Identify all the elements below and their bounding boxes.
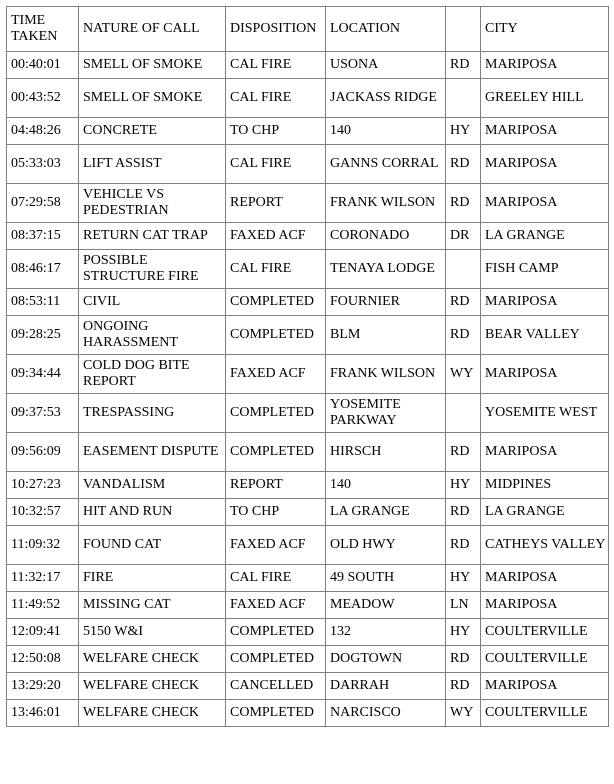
cell-disposition: COMPLETED — [226, 316, 326, 355]
cell-nature-of-call: LIFT ASSIST — [79, 145, 226, 184]
call-log-table — [6, 6, 609, 727]
table-body — [7, 52, 609, 727]
cell-disposition: COMPLETED — [226, 700, 326, 727]
cell-nature-of-call: FIRE — [79, 565, 226, 592]
cell-disposition: TO CHP — [226, 118, 326, 145]
cell-nature-of-call: HIT AND RUN — [79, 499, 226, 526]
cell-nature-of-call: EASEMENT DISPUTE — [79, 433, 226, 472]
cell-nature-of-call: VEHICLE VS PEDESTRIAN — [79, 184, 226, 223]
table-row — [7, 499, 609, 526]
cell-location: TENAYA LODGE — [326, 250, 446, 289]
cell-city: CATHEYS VALLEY — [481, 526, 609, 565]
table-row — [7, 52, 609, 79]
cell-time-taken: 11:09:32 — [7, 526, 79, 565]
cell-disposition: CAL FIRE — [226, 565, 326, 592]
cell-location: USONA — [326, 52, 446, 79]
cell-suffix — [446, 394, 481, 433]
cell-city: MARIPOSA — [481, 592, 609, 619]
table-row — [7, 619, 609, 646]
cell-suffix: RD — [446, 289, 481, 316]
cell-suffix: HY — [446, 619, 481, 646]
cell-location: FRANK WILSON — [326, 184, 446, 223]
cell-suffix: HY — [446, 472, 481, 499]
cell-suffix: WY — [446, 355, 481, 394]
cell-disposition: FAXED ACF — [226, 526, 326, 565]
cell-time-taken: 09:37:53 — [7, 394, 79, 433]
cell-nature-of-call: TRESPASSING — [79, 394, 226, 433]
cell-nature-of-call: COLD DOG BITE REPORT — [79, 355, 226, 394]
cell-city: MIDPINES — [481, 472, 609, 499]
cell-city: COULTERVILLE — [481, 700, 609, 727]
cell-city: GREELEY HILL — [481, 79, 609, 118]
cell-suffix: RD — [446, 499, 481, 526]
cell-city: COULTERVILLE — [481, 646, 609, 673]
cell-suffix — [446, 79, 481, 118]
cell-disposition: COMPLETED — [226, 619, 326, 646]
cell-disposition: REPORT — [226, 472, 326, 499]
cell-time-taken: 10:27:23 — [7, 472, 79, 499]
cell-location: FRANK WILSON — [326, 355, 446, 394]
cell-location: DARRAH — [326, 673, 446, 700]
cell-suffix: RD — [446, 673, 481, 700]
cell-time-taken: 13:29:20 — [7, 673, 79, 700]
cell-nature-of-call: 5150 W&I — [79, 619, 226, 646]
cell-nature-of-call: RETURN CAT TRAP — [79, 223, 226, 250]
cell-disposition: CAL FIRE — [226, 79, 326, 118]
table-row — [7, 355, 609, 394]
table-row — [7, 472, 609, 499]
cell-time-taken: 00:40:01 — [7, 52, 79, 79]
cell-disposition: COMPLETED — [226, 646, 326, 673]
cell-nature-of-call: FOUND CAT — [79, 526, 226, 565]
cell-nature-of-call: WELFARE CHECK — [79, 700, 226, 727]
cell-nature-of-call: WELFARE CHECK — [79, 646, 226, 673]
table-row — [7, 250, 609, 289]
table-row — [7, 592, 609, 619]
cell-city: YOSEMITE WEST — [481, 394, 609, 433]
cell-disposition: CAL FIRE — [226, 52, 326, 79]
cell-city: MARIPOSA — [481, 145, 609, 184]
cell-time-taken: 07:29:58 — [7, 184, 79, 223]
cell-nature-of-call: VANDALISM — [79, 472, 226, 499]
cell-city: MARIPOSA — [481, 355, 609, 394]
cell-suffix: HY — [446, 565, 481, 592]
table-row — [7, 118, 609, 145]
cell-location: 140 — [326, 472, 446, 499]
cell-location: FOURNIER — [326, 289, 446, 316]
cell-nature-of-call: SMELL OF SMOKE — [79, 79, 226, 118]
cell-city: COULTERVILLE — [481, 619, 609, 646]
cell-time-taken: 09:56:09 — [7, 433, 79, 472]
table-row — [7, 79, 609, 118]
cell-disposition: FAXED ACF — [226, 355, 326, 394]
cell-suffix: LN — [446, 592, 481, 619]
table-row — [7, 184, 609, 223]
cell-time-taken: 05:33:03 — [7, 145, 79, 184]
cell-city: FISH CAMP — [481, 250, 609, 289]
cell-city: MARIPOSA — [481, 289, 609, 316]
cell-location: CORONADO — [326, 223, 446, 250]
table-row — [7, 433, 609, 472]
cell-location: HIRSCH — [326, 433, 446, 472]
cell-time-taken: 00:43:52 — [7, 79, 79, 118]
cell-disposition: REPORT — [226, 184, 326, 223]
table-row — [7, 646, 609, 673]
table-row — [7, 145, 609, 184]
cell-location: 49 SOUTH — [326, 565, 446, 592]
cell-suffix — [446, 250, 481, 289]
cell-disposition: COMPLETED — [226, 289, 326, 316]
cell-suffix: WY — [446, 700, 481, 727]
cell-nature-of-call: POSSIBLE STRUCTURE FIRE — [79, 250, 226, 289]
cell-time-taken: 08:37:15 — [7, 223, 79, 250]
cell-time-taken: 12:09:41 — [7, 619, 79, 646]
cell-suffix: RD — [446, 145, 481, 184]
cell-disposition: COMPLETED — [226, 433, 326, 472]
cell-disposition: FAXED ACF — [226, 592, 326, 619]
cell-nature-of-call: SMELL OF SMOKE — [79, 52, 226, 79]
table-row — [7, 316, 609, 355]
cell-time-taken: 10:32:57 — [7, 499, 79, 526]
cell-location: BLM — [326, 316, 446, 355]
header-location: LOCATION — [326, 7, 446, 52]
table-header — [7, 7, 609, 52]
cell-city: MARIPOSA — [481, 433, 609, 472]
cell-location: GANNS CORRAL — [326, 145, 446, 184]
cell-time-taken: 09:28:25 — [7, 316, 79, 355]
cell-disposition: CAL FIRE — [226, 250, 326, 289]
header-city: CITY — [481, 7, 609, 52]
cell-suffix: HY — [446, 118, 481, 145]
cell-time-taken: 11:32:17 — [7, 565, 79, 592]
cell-disposition: CAL FIRE — [226, 145, 326, 184]
cell-location: NARCISCO — [326, 700, 446, 727]
cell-suffix: RD — [446, 52, 481, 79]
cell-nature-of-call: ONGOING HARASSMENT — [79, 316, 226, 355]
cell-nature-of-call: WELFARE CHECK — [79, 673, 226, 700]
table-row — [7, 289, 609, 316]
cell-location: MEADOW — [326, 592, 446, 619]
cell-disposition: CANCELLED — [226, 673, 326, 700]
table-row — [7, 526, 609, 565]
cell-nature-of-call: CONCRETE — [79, 118, 226, 145]
cell-suffix: RD — [446, 316, 481, 355]
cell-disposition: FAXED ACF — [226, 223, 326, 250]
cell-location: YOSEMITE PARKWAY — [326, 394, 446, 433]
cell-time-taken: 13:46:01 — [7, 700, 79, 727]
cell-nature-of-call: CIVIL — [79, 289, 226, 316]
cell-suffix: RD — [446, 184, 481, 223]
cell-suffix: RD — [446, 433, 481, 472]
cell-location: DOGTOWN — [326, 646, 446, 673]
cell-time-taken: 08:46:17 — [7, 250, 79, 289]
header-row — [7, 7, 609, 52]
cell-location: 132 — [326, 619, 446, 646]
cell-city: MARIPOSA — [481, 565, 609, 592]
cell-suffix: DR — [446, 223, 481, 250]
cell-city: BEAR VALLEY — [481, 316, 609, 355]
cell-time-taken: 12:50:08 — [7, 646, 79, 673]
table-row — [7, 673, 609, 700]
table-row — [7, 394, 609, 433]
cell-city: MARIPOSA — [481, 184, 609, 223]
cell-city: LA GRANGE — [481, 223, 609, 250]
cell-time-taken: 09:34:44 — [7, 355, 79, 394]
cell-location: JACKASS RIDGE — [326, 79, 446, 118]
table-row — [7, 700, 609, 727]
cell-time-taken: 08:53:11 — [7, 289, 79, 316]
cell-suffix: RD — [446, 646, 481, 673]
cell-city: MARIPOSA — [481, 673, 609, 700]
cell-time-taken: 04:48:26 — [7, 118, 79, 145]
header-disposition: DISPOSITION — [226, 7, 326, 52]
cell-location: LA GRANGE — [326, 499, 446, 526]
header-suffix — [446, 7, 481, 52]
cell-disposition: TO CHP — [226, 499, 326, 526]
table-row — [7, 223, 609, 250]
cell-time-taken: 11:49:52 — [7, 592, 79, 619]
header-time-taken: TIME TAKEN — [7, 7, 79, 52]
table-row — [7, 565, 609, 592]
cell-location: 140 — [326, 118, 446, 145]
cell-city: LA GRANGE — [481, 499, 609, 526]
header-nature-of-call: NATURE OF CALL — [79, 7, 226, 52]
cell-nature-of-call: MISSING CAT — [79, 592, 226, 619]
cell-location: OLD HWY — [326, 526, 446, 565]
cell-suffix: RD — [446, 526, 481, 565]
cell-disposition: COMPLETED — [226, 394, 326, 433]
cell-city: MARIPOSA — [481, 52, 609, 79]
cell-city: MARIPOSA — [481, 118, 609, 145]
